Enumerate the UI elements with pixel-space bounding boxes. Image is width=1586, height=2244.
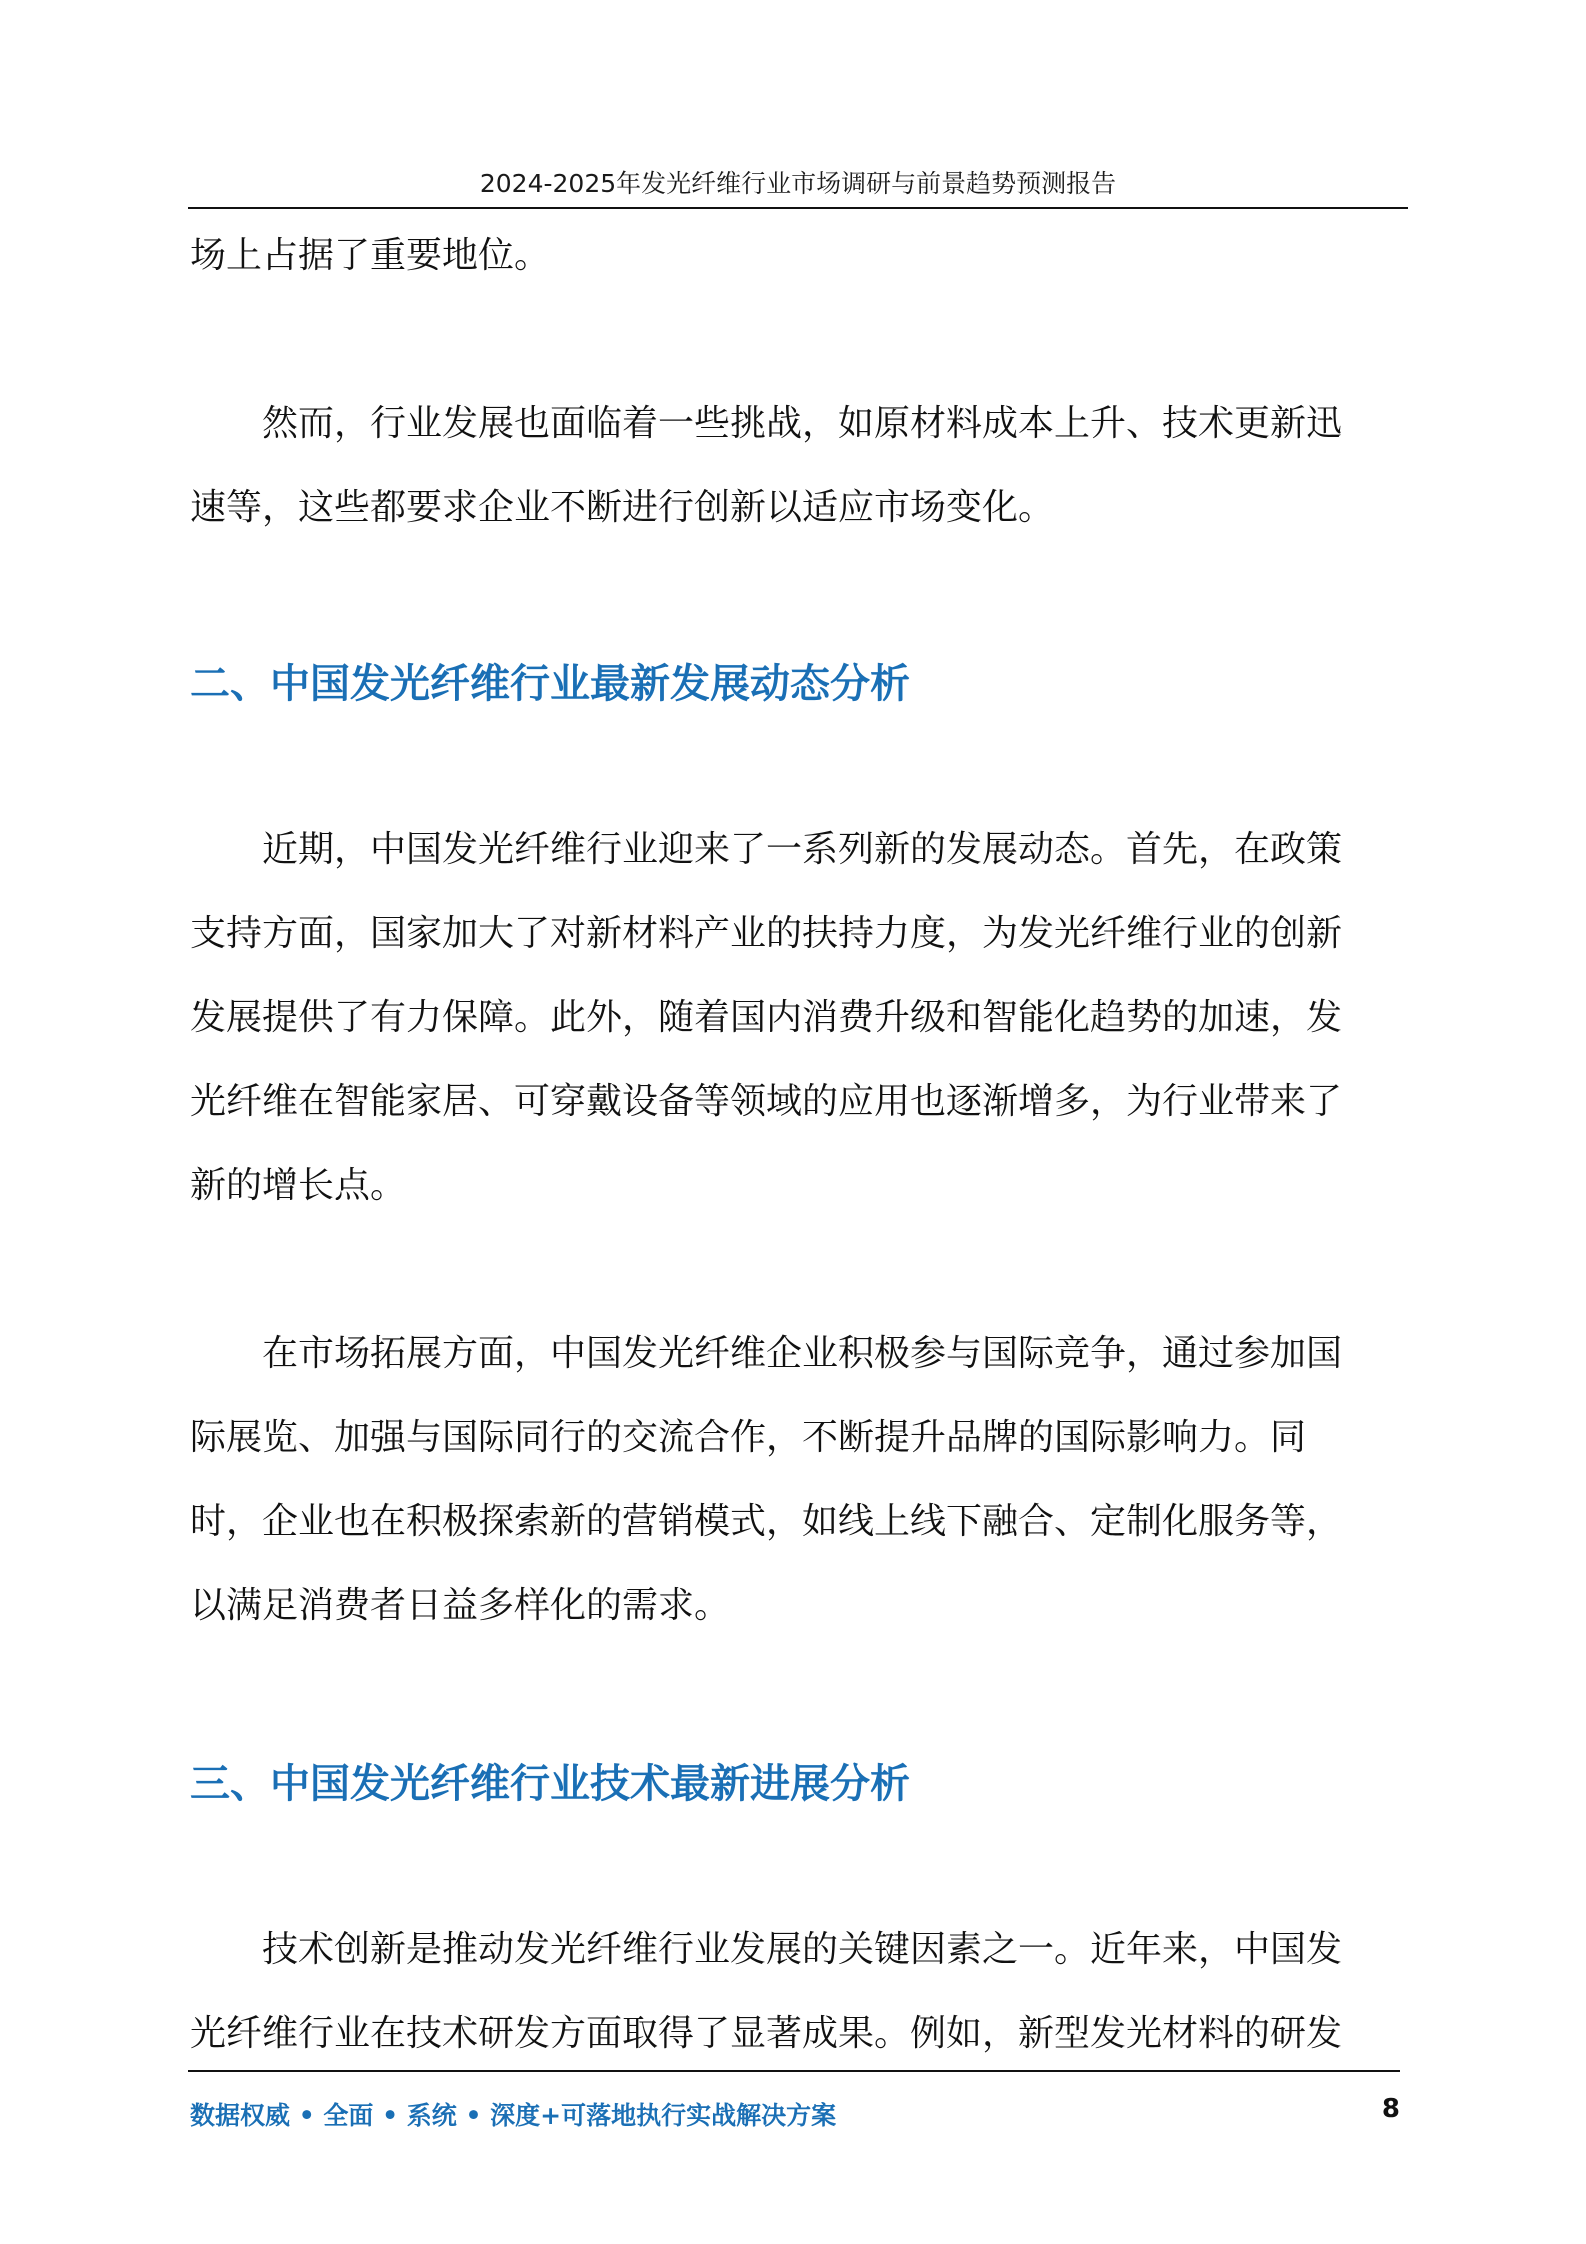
footer-slogan: 数据权威 • 全面 • 系统 • 深度+可落地执行实战解决方案 — [190, 2101, 837, 2130]
page-number: 8 — [1381, 2094, 1400, 2124]
text-line: 速等，这些都要求企业不断进行创新以适应市场变化。 — [190, 487, 1055, 528]
continuation-line: 场上占据了重要地位。 — [190, 235, 551, 276]
text-line: 近期，中国发光纤维行业迎来了一系列新的发展动态。首先，在政策 — [190, 829, 1343, 870]
header-divider — [188, 207, 1408, 209]
section-heading-3: 三、中国发光纤维行业技术最新进展分析 — [190, 1761, 910, 1807]
text-line: 新的增长点。 — [190, 1165, 407, 1206]
text-line: 支持方面，国家加大了对新材料产业的扶持力度，为发光纤维行业的创新 — [190, 913, 1343, 954]
text-line: 以满足消费者日益多样化的需求。 — [190, 1585, 731, 1626]
footer-divider — [188, 2070, 1400, 2072]
text-line: 技术创新是推动发光纤维行业发展的关键因素之一。近年来，中国发 — [190, 1929, 1343, 1970]
text-line: 时，企业也在积极探索新的营销模式，如线上线下融合、定制化服务等， — [190, 1501, 1343, 1542]
text-line: 光纤维在智能家居、可穿戴设备等领域的应用也逐渐增多，为行业带来了 — [190, 1081, 1343, 1122]
header-title: 2024-2025年发光纤维行业市场调研与前景趋势预测报告 — [479, 169, 1117, 198]
text-line: 然而，行业发展也面临着一些挑战，如原材料成本上升、技术更新迅 — [190, 403, 1343, 444]
text-line: 发展提供了有力保障。此外，随着国内消费升级和智能化趋势的加速，发 — [190, 997, 1343, 1038]
section-heading-2: 二、中国发光纤维行业最新发展动态分析 — [190, 661, 910, 707]
text-line: 际展览、加强与国际同行的交流合作，不断提升品牌的国际影响力。同 — [190, 1417, 1307, 1458]
text-line: 光纤维行业在技术研发方面取得了显著成果。例如，新型发光材料的研发 — [190, 2013, 1343, 2054]
text-line: 在市场拓展方面，中国发光纤维企业积极参与国际竞争，通过参加国 — [190, 1333, 1343, 1374]
